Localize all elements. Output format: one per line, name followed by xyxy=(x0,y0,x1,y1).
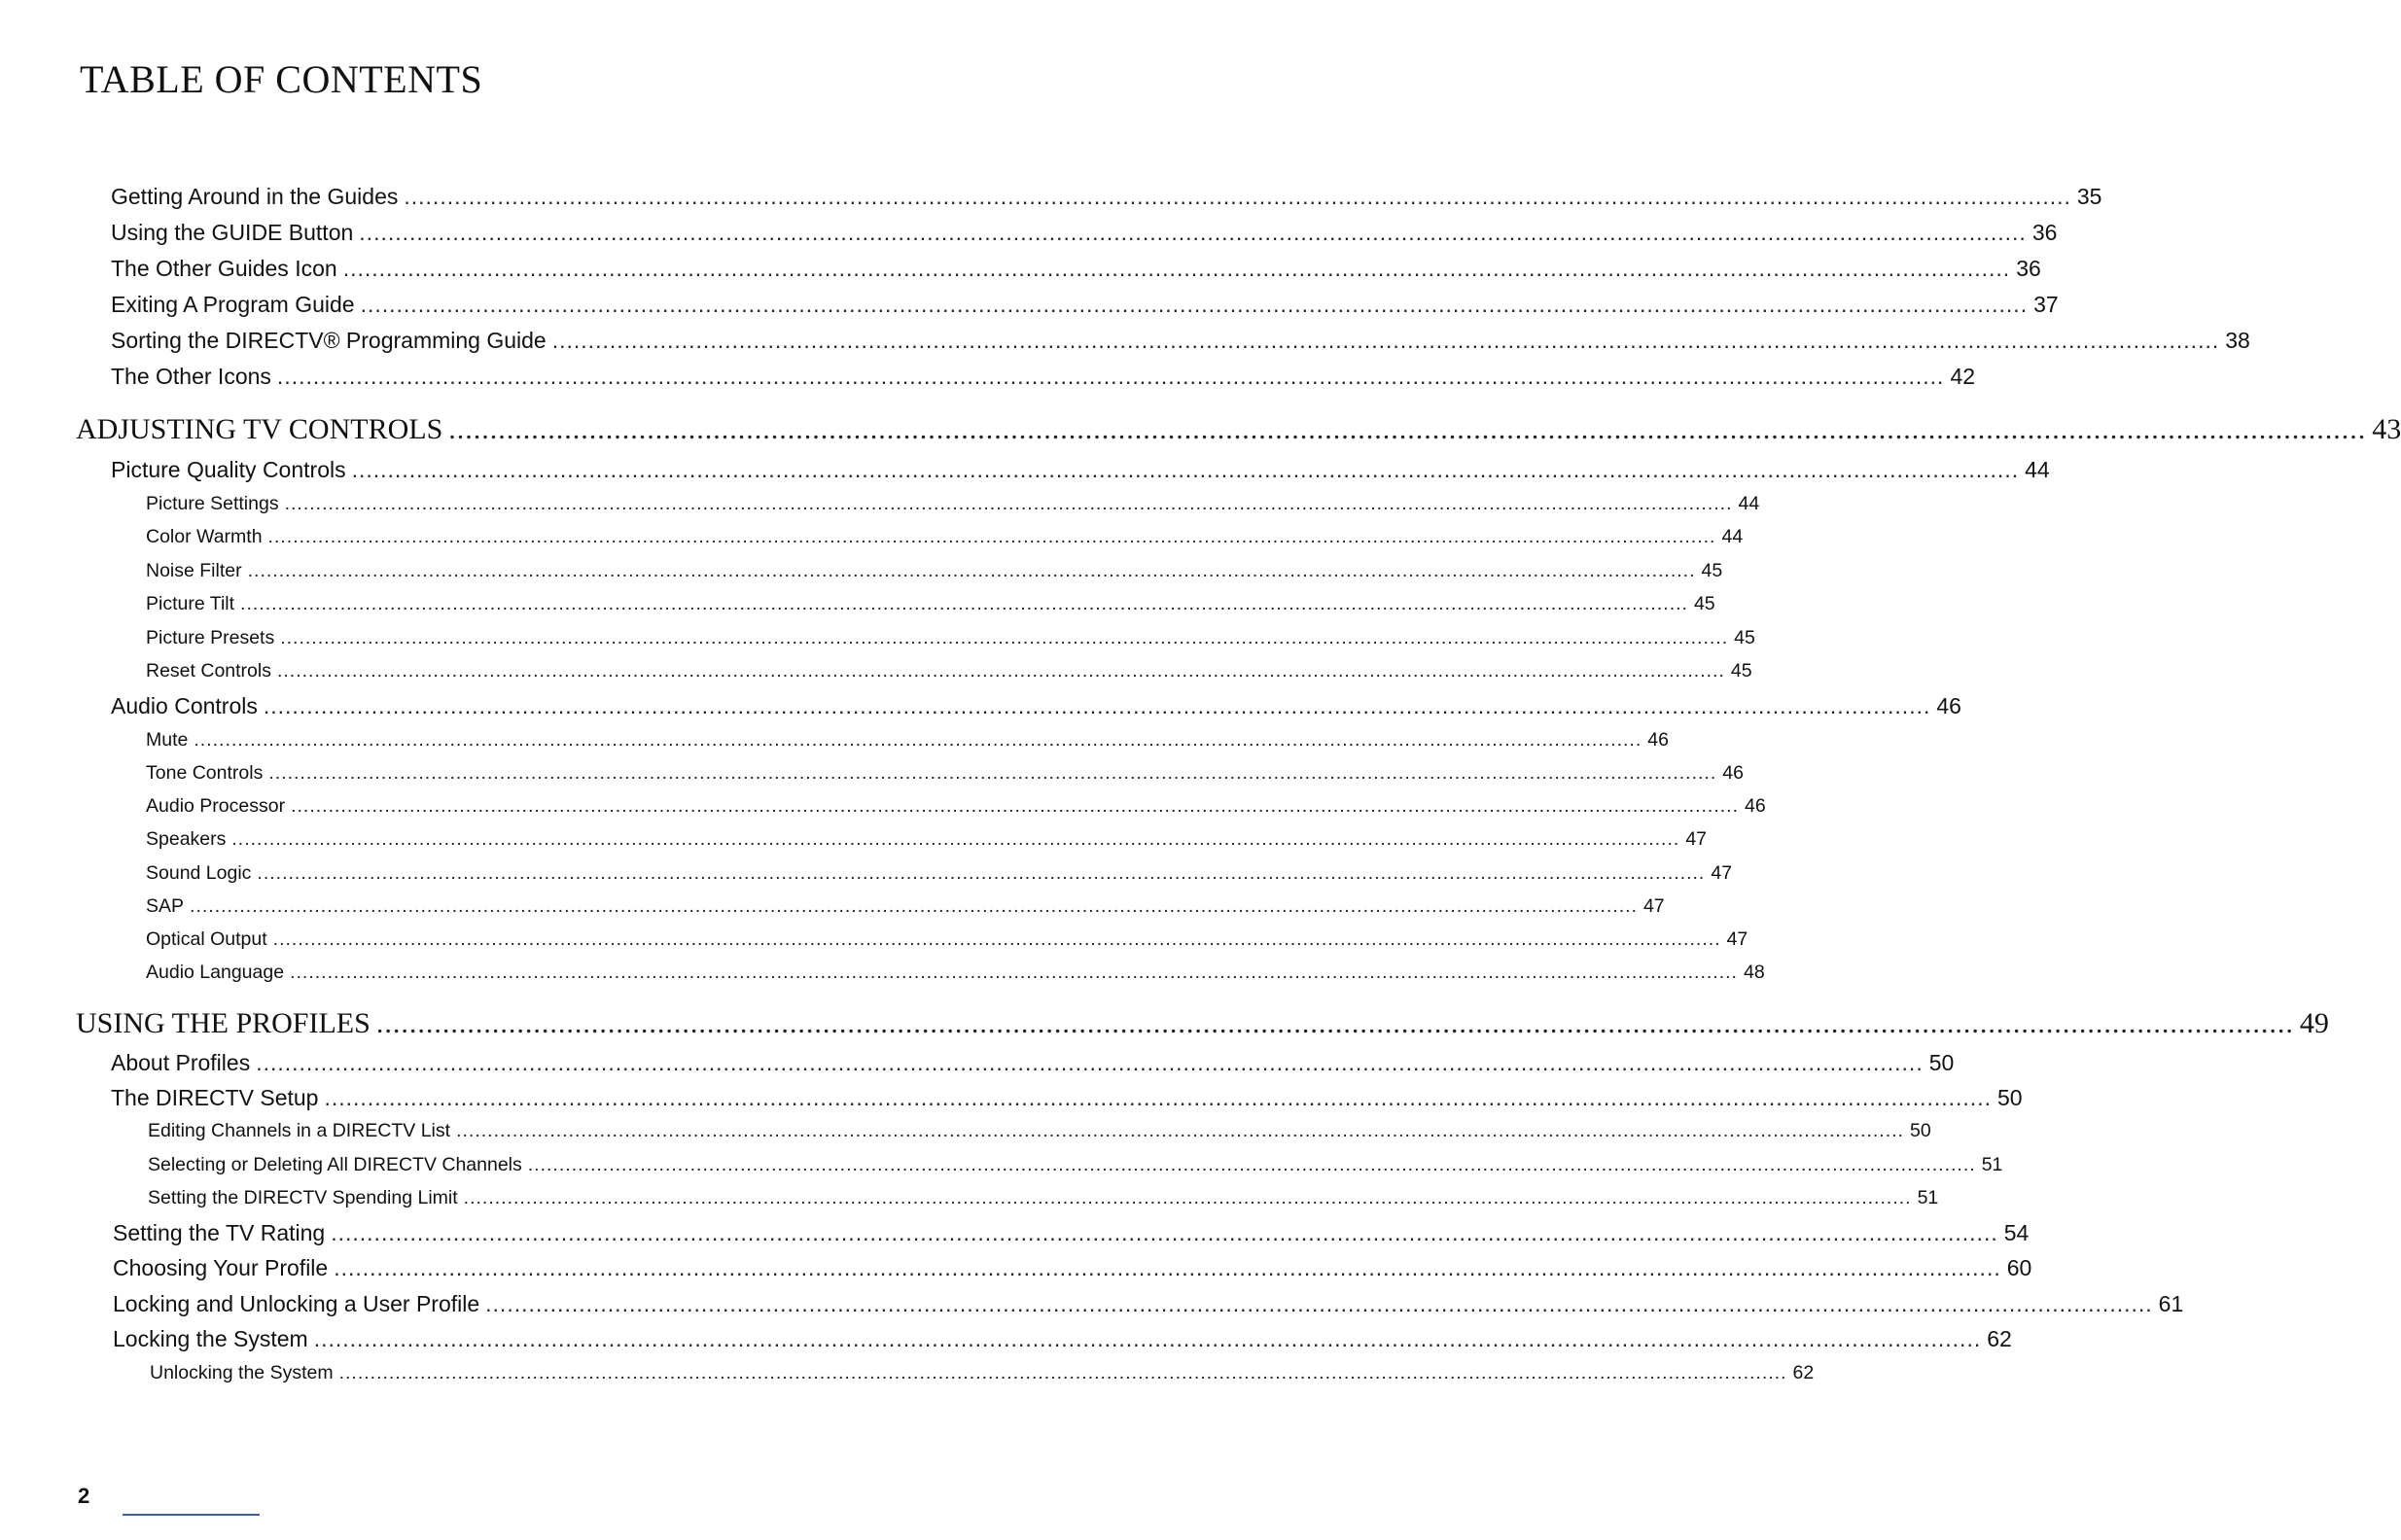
toc-entry[interactable] xyxy=(113,1326,2012,1352)
subentry-label: Audio Language xyxy=(146,962,285,983)
toc-subentry[interactable] xyxy=(146,928,1748,951)
toc-subentry[interactable] xyxy=(146,627,1755,649)
dot-leader: ........................................................................................................................................................................................................................................ xyxy=(360,292,2029,317)
dot-leader: ........................................................................................................................................................................................................................................ xyxy=(272,928,1721,950)
subentry-label: Editing Channels in a DIRECTV List xyxy=(148,1120,451,1141)
dot-leader: ........................................................................................................................................................................................................................................ xyxy=(351,457,2020,482)
dot-leader: ........................................................................................................................................................................................................................................ xyxy=(338,1362,1787,1383)
toc-entry[interactable] xyxy=(111,457,2050,483)
entry-label: Exiting A Program Guide xyxy=(111,292,355,317)
dot-leader: ........................................................................................................................................................................................................................................ xyxy=(324,1085,1992,1110)
toc-subentry[interactable] xyxy=(146,828,1708,851)
subentry-label: Reset Controls xyxy=(146,660,271,682)
subentry-label: Sound Logic xyxy=(146,862,252,884)
toc-entry[interactable] xyxy=(111,184,2102,210)
dot-leader: ........................................................................................................................................................................................................................................ xyxy=(331,1220,1998,1245)
entry-label: Picture Quality Controls xyxy=(111,457,346,482)
dot-leader: ........................................................................................................................................................................................................................................ xyxy=(231,828,1680,850)
section-page-number: 49 xyxy=(2299,1007,2329,1039)
dot-leader: ........................................................................................................................................................................................................................................ xyxy=(551,328,2220,353)
toc-subentry[interactable] xyxy=(148,1120,1931,1142)
section-page-number: 43 xyxy=(2372,413,2401,445)
dot-leader: ........................................................................................................................................................................................................................................ xyxy=(456,1120,1904,1141)
toc-subentry[interactable] xyxy=(146,660,1752,682)
entry-label: The DIRECTV Setup xyxy=(111,1085,319,1110)
entry-label: Setting the TV Rating xyxy=(113,1220,326,1245)
subentry-label: Speakers xyxy=(146,828,227,850)
dot-leader: ........................................................................................................................................................................................................................................ xyxy=(276,364,1945,389)
toc-entry[interactable] xyxy=(111,693,1961,719)
dot-leader: ........................................................................................................................................................................................................................................ xyxy=(240,593,1688,614)
toc-section-heading[interactable] xyxy=(76,413,2401,446)
footer-rule xyxy=(123,1514,260,1516)
entry-page-number: 36 xyxy=(2031,220,2058,245)
entry-page-number: 42 xyxy=(1950,364,1976,389)
entry-page-number: 62 xyxy=(1987,1326,2012,1351)
subentry-page-number: 45 xyxy=(1693,593,1715,614)
toc-entry[interactable] xyxy=(113,1255,2032,1281)
subentry-page-number: 46 xyxy=(1647,729,1669,751)
subentry-page-number: 45 xyxy=(1701,560,1723,581)
subentry-page-number: 47 xyxy=(1642,895,1665,917)
dot-leader: ........................................................................................................................................................................................................................................ xyxy=(290,962,1738,983)
subentry-page-number: 45 xyxy=(1730,660,1752,682)
toc-entry[interactable] xyxy=(111,292,2059,318)
toc-subentry[interactable] xyxy=(146,560,1723,582)
dot-leader: ........................................................................................................................................................................................................................................ xyxy=(485,1291,2153,1316)
entry-label: Sorting the DIRECTV® Programming Guide xyxy=(111,328,547,353)
page-title: TABLE OF CONTENTS xyxy=(80,57,483,101)
subentry-label: Optical Output xyxy=(146,928,267,950)
subentry-page-number: 50 xyxy=(1909,1120,1931,1141)
entry-page-number: 38 xyxy=(2225,328,2250,353)
subentry-label: Mute xyxy=(146,729,189,751)
subentry-page-number: 51 xyxy=(1917,1187,1939,1208)
subentry-label: Picture Settings xyxy=(146,493,279,514)
toc-entry[interactable] xyxy=(111,256,2041,282)
dot-leader: ........................................................................................................................................................................................................................................ xyxy=(284,493,1733,514)
dot-leader: ........................................................................................................................................................................................................................................ xyxy=(463,1187,1912,1208)
subentry-page-number: 51 xyxy=(1981,1154,2003,1175)
subentry-label: Audio Processor xyxy=(146,795,286,817)
dot-leader: ........................................................................................................................................................................................................................................ xyxy=(263,693,1931,718)
subentry-label: Setting the DIRECTV Spending Limit xyxy=(148,1187,458,1208)
toc-subentry[interactable] xyxy=(148,1154,2003,1176)
toc-subentry[interactable] xyxy=(146,526,1744,548)
entry-label: Using the GUIDE Button xyxy=(111,220,354,245)
dot-leader: ........................................................................................................................................................................................................................................ xyxy=(194,729,1642,751)
dot-leader: ........................................................................................................................................................................................................................................ xyxy=(190,895,1638,917)
subentry-label: Tone Controls xyxy=(146,762,264,784)
toc-subentry[interactable] xyxy=(146,493,1760,515)
toc-entry[interactable] xyxy=(111,1050,1955,1076)
entry-page-number: 50 xyxy=(1996,1085,2023,1110)
section-label: USING THE PROFILES xyxy=(76,1007,371,1039)
toc-subentry[interactable] xyxy=(146,762,1744,785)
toc-entry[interactable] xyxy=(111,364,1976,390)
toc-subentry[interactable] xyxy=(146,795,1766,818)
subentry-label: Selecting or Deleting All DIRECTV Channels xyxy=(148,1154,522,1175)
subentry-page-number: 47 xyxy=(1711,862,1733,884)
toc-subentry[interactable] xyxy=(146,962,1765,984)
entry-page-number: 35 xyxy=(2076,184,2102,209)
subentry-page-number: 47 xyxy=(1685,828,1708,850)
entry-page-number: 37 xyxy=(2033,292,2059,317)
page-number: 2 xyxy=(78,1484,90,1508)
toc-subentry[interactable] xyxy=(146,729,1669,752)
dot-leader: ........................................................................................................................................................................................................................................ xyxy=(276,660,1725,682)
dot-leader: ........................................................................................................................................................................................................................................ xyxy=(268,762,1717,784)
dot-leader: ........................................................................................................................................................................................................................................ xyxy=(342,256,2011,281)
toc-entry[interactable] xyxy=(111,328,2250,354)
subentry-page-number: 62 xyxy=(1792,1362,1815,1383)
entry-label: The Other Guides Icon xyxy=(111,256,337,281)
toc-entry[interactable] xyxy=(111,220,2058,246)
entry-label: Locking the System xyxy=(113,1326,308,1351)
section-label: ADJUSTING TV CONTROLS xyxy=(76,413,443,445)
subentry-label: Picture Tilt xyxy=(146,593,235,614)
toc-subentry[interactable] xyxy=(150,1362,1815,1384)
entry-label: Choosing Your Profile xyxy=(113,1255,329,1280)
toc-entry[interactable] xyxy=(113,1220,2030,1246)
entry-page-number: 60 xyxy=(2006,1255,2032,1280)
subentry-page-number: 44 xyxy=(1738,493,1760,514)
entry-page-number: 36 xyxy=(2016,256,2041,281)
toc-section-heading[interactable] xyxy=(76,1007,2329,1040)
dot-leader: ........................................................................................................................................................................................................................................ xyxy=(291,795,1739,817)
subentry-page-number: 44 xyxy=(1721,526,1744,547)
subentry-page-number: 46 xyxy=(1745,795,1766,817)
entry-page-number: 44 xyxy=(2025,457,2050,482)
entry-page-number: 61 xyxy=(2158,1291,2184,1316)
subentry-label: Picture Presets xyxy=(146,627,275,648)
entry-label: About Profiles xyxy=(111,1050,251,1075)
toc-subentry[interactable] xyxy=(148,1187,1939,1209)
dot-leader: ........................................................................................................................................................................................................................................ xyxy=(334,1255,2001,1280)
subentry-page-number: 47 xyxy=(1726,928,1748,950)
dot-leader: ........................................................................................................................................................................................................................................ xyxy=(404,184,2071,209)
entry-page-number: 54 xyxy=(2003,1220,2030,1245)
entry-label: Getting Around in the Guides xyxy=(111,184,399,209)
subentry-label: Color Warmth xyxy=(146,526,263,547)
entry-page-number: 46 xyxy=(1936,693,1961,718)
toc-subentry[interactable] xyxy=(146,862,1733,885)
dot-leader: ........................................................................................................................................................................................................................................ xyxy=(280,627,1729,648)
dot-leader: ........................................................................................................................................................................................................................................ xyxy=(256,1050,1924,1075)
entry-label: Audio Controls xyxy=(111,693,258,718)
dot-leader: ........................................................................................................................................................................................................................................ xyxy=(527,1154,1976,1175)
toc-entry[interactable] xyxy=(113,1291,2184,1317)
subentry-page-number: 45 xyxy=(1734,627,1755,648)
subentry-label: Unlocking the System xyxy=(150,1362,334,1383)
dot-leader: ........................................................................................................................................................................................................................................ xyxy=(257,862,1706,884)
toc-subentry[interactable] xyxy=(146,593,1715,615)
dot-leader: ........................................................................................................................................................................................................................................ xyxy=(448,413,2367,445)
subentry-page-number: 46 xyxy=(1722,762,1744,784)
dot-leader: ........................................................................................................................................................................................................................................ xyxy=(375,1007,2294,1039)
subentry-page-number: 48 xyxy=(1743,962,1765,983)
dot-leader: ........................................................................................................................................................................................................................................ xyxy=(313,1326,1982,1351)
toc-subentry[interactable] xyxy=(146,895,1665,918)
subentry-label: Noise Filter xyxy=(146,560,242,581)
dot-leader: ........................................................................................................................................................................................................................................ xyxy=(267,526,1716,547)
entry-label: Locking and Unlocking a User Profile xyxy=(113,1291,480,1316)
entry-page-number: 50 xyxy=(1928,1050,1955,1075)
subentry-label: SAP xyxy=(146,895,185,917)
toc-entry[interactable] xyxy=(111,1085,2023,1111)
dot-leader: ........................................................................................................................................................................................................................................ xyxy=(359,220,2027,245)
dot-leader: ........................................................................................................................................................................................................................................ xyxy=(247,560,1696,581)
entry-label: The Other Icons xyxy=(111,364,271,389)
